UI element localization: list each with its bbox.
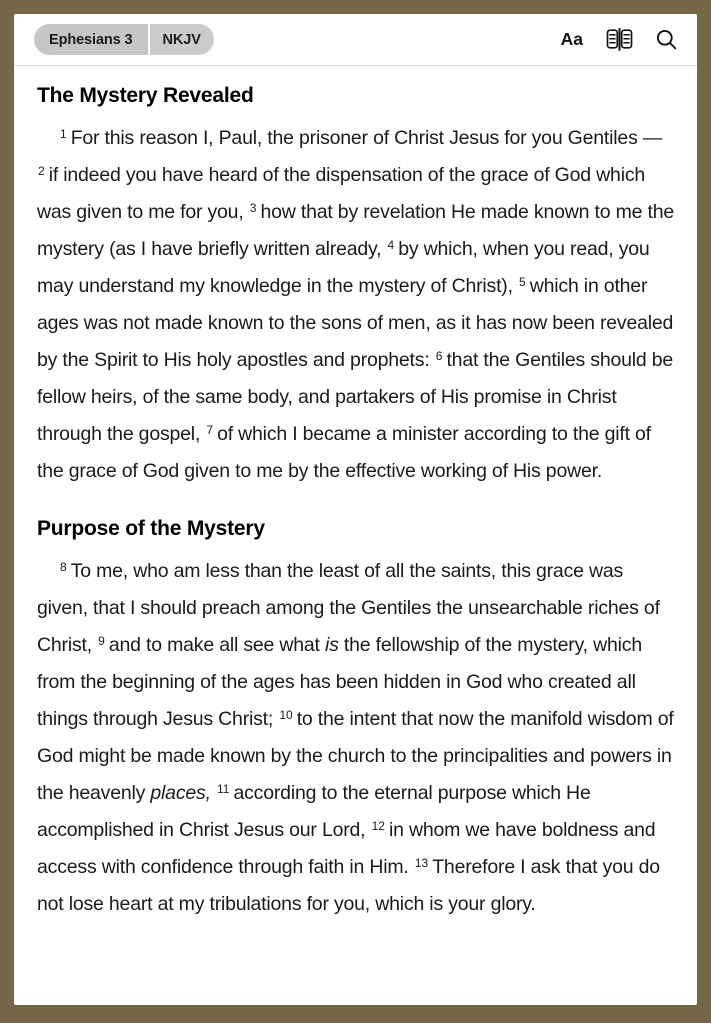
reader-card bbox=[14, 14, 697, 1005]
verse-number: 2 bbox=[38, 164, 45, 178]
verse-number: 10 bbox=[279, 708, 293, 722]
verse-paragraph[interactable] bbox=[37, 553, 674, 923]
verse-number: 11 bbox=[217, 782, 230, 796]
open-book-icon bbox=[606, 28, 633, 51]
toolbar-actions bbox=[561, 28, 677, 51]
verse-number: 1 bbox=[60, 127, 67, 141]
section-heading: The Mystery Revealed bbox=[37, 84, 254, 107]
verse-text: that the Gentiles should be fellow heirs, of the same body, and partakers of His promise in Christ through the gospel, bbox=[37, 349, 674, 445]
verse-text: To me, who am less than the least of all the saints, this grace was given, that I should preach among the Gentiles the unsearchable riches of Christ, bbox=[37, 560, 660, 656]
verse-text: if indeed you have heard of the dispensation of the grace of God which was given to me for you, bbox=[37, 164, 646, 223]
search-icon bbox=[656, 29, 677, 50]
verse-text: of which I became a minister according to the gift of the grace of God given to me by the effective working of His power. bbox=[37, 423, 651, 482]
verse-number: 5 bbox=[519, 275, 526, 289]
verse-text: how that by revelation He made known to me the mystery (as I have briefly written already, bbox=[37, 201, 675, 260]
verse-number: 7 bbox=[206, 423, 214, 437]
translation-button[interactable]: NKJV bbox=[150, 24, 214, 55]
font-size-icon: Aa bbox=[560, 29, 583, 49]
verse-text: is bbox=[325, 634, 339, 656]
verse-text: places, bbox=[150, 782, 211, 804]
passage-picker bbox=[34, 24, 214, 55]
verse-number: 9 bbox=[98, 634, 105, 648]
section-heading: Purpose of the Mystery bbox=[37, 517, 265, 540]
font-settings-button[interactable] bbox=[561, 29, 583, 50]
parallel-reading-button[interactable] bbox=[606, 28, 633, 51]
verse-number: 3 bbox=[249, 201, 257, 215]
verse-number: 4 bbox=[387, 238, 395, 252]
verse-text: to the intent that now the manifold wisdom of God might be made known by the church to the principalities and powers in the heavenly bbox=[37, 708, 674, 804]
search-button[interactable] bbox=[656, 29, 677, 50]
verse-paragraph[interactable] bbox=[37, 120, 674, 490]
verse-text bbox=[211, 782, 216, 804]
book-chapter-button[interactable]: Ephesians 3 bbox=[34, 24, 148, 55]
scripture-content bbox=[14, 66, 697, 1005]
reader-toolbar bbox=[14, 14, 697, 66]
verse-text: which in other ages was not made known to the sons of men, as it has now been revealed by the Spirit to His holy apostles and prophets: bbox=[37, 275, 674, 371]
verse-number: 8 bbox=[60, 560, 67, 574]
verse-text: and to make all see what bbox=[108, 634, 325, 656]
verse-number: 6 bbox=[435, 349, 443, 363]
verse-text: the fellowship of the mystery, which from the beginning of the ages has been hidden in God who created all things through Jesus Christ; bbox=[37, 634, 642, 730]
verse-number: 13 bbox=[414, 856, 429, 870]
verse-text: For this reason I, Paul, the prisoner of Christ Jesus for you Gentiles — bbox=[70, 127, 663, 149]
verse-text: Therefore I ask that you do not lose heart at my tribulations for you, which is your glory. bbox=[37, 856, 660, 915]
verse-text: by which, when you read, you may understand my knowledge in the mystery of Christ), bbox=[37, 238, 650, 297]
verse-text: according to the eternal purpose which He accomplished in Christ Jesus our Lord, bbox=[37, 782, 591, 841]
verse-number: 12 bbox=[371, 819, 385, 833]
verse-text: in whom we have boldness and access with confidence through faith in Him. bbox=[37, 819, 656, 878]
